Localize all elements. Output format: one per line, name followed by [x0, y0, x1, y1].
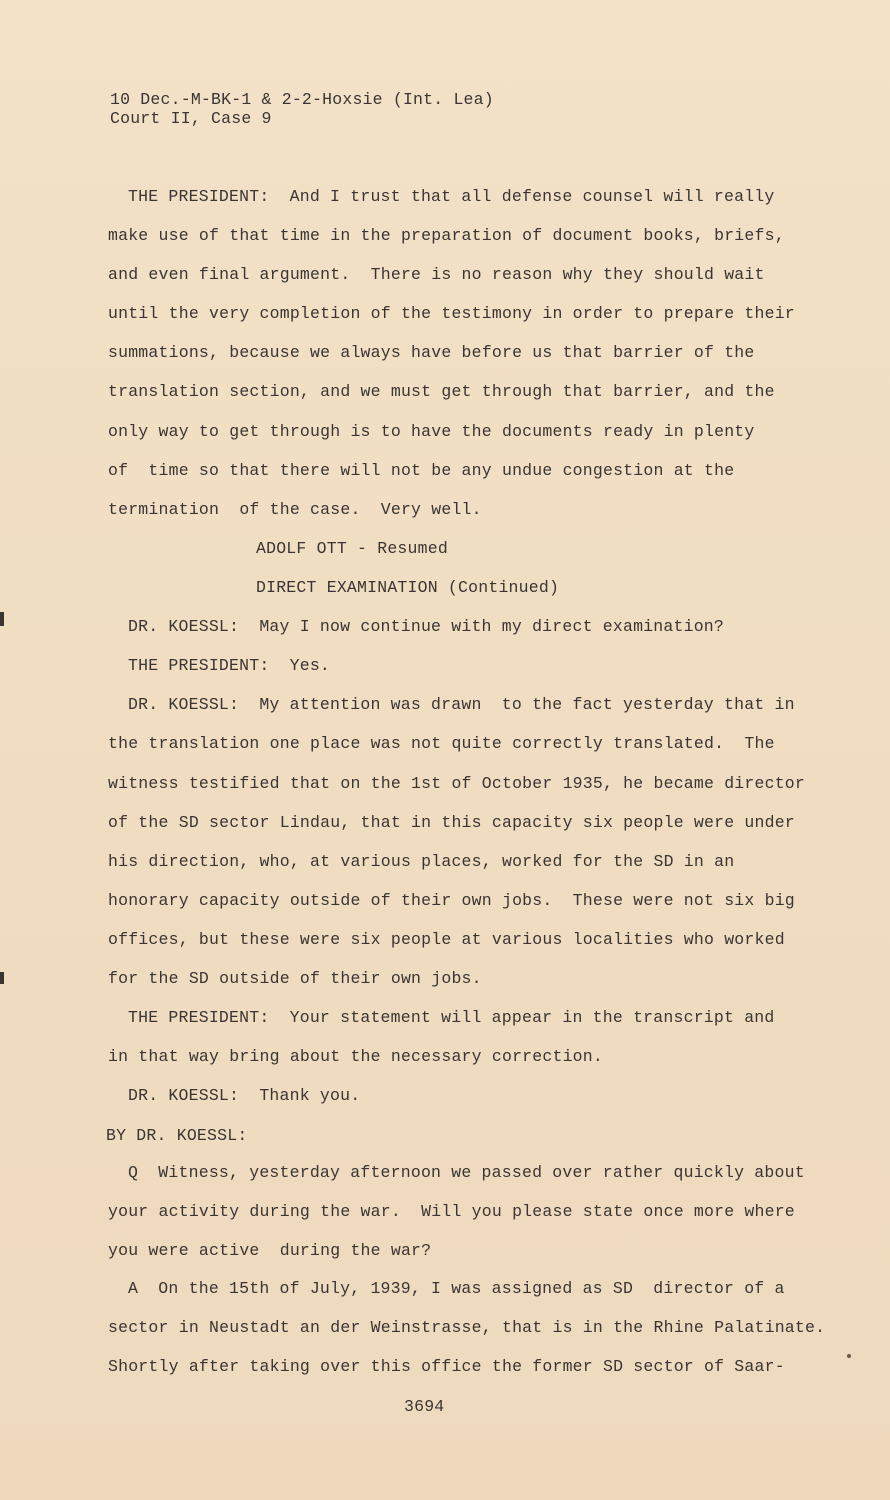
header-line-1: 10 Dec.-M-BK-1 & 2-2-Hoxsie (Int. Lea): [110, 90, 494, 109]
transcript-line: make use of that time in the preparation of document books, briefs,: [108, 226, 785, 245]
answer-line: A On the 15th of July, 1939, I was assigned as SD director of a: [128, 1279, 785, 1298]
transcript-line: sector in Neustadt an der Weinstrasse, that is in the Rhine Palatinate.: [108, 1318, 826, 1337]
transcript-line: the translation one place was not quite correctly translated. The: [108, 734, 775, 753]
paper-speck: [847, 1354, 851, 1358]
transcript-line: Shortly after taking over this office the former SD sector of Saar-: [108, 1357, 785, 1376]
transcript-line: THE PRESIDENT: Your statement will appear in the transcript and: [128, 1008, 775, 1027]
transcript-line: witness testified that on the 1st of October 1935, he became director: [108, 774, 806, 793]
header-line-2: Court II, Case 9: [110, 109, 272, 128]
transcript-line: honorary capacity outside of their own jobs. These were not six big: [108, 891, 795, 910]
transcript-line: until the very completion of the testimony in order to prepare their: [108, 304, 795, 323]
binding-mark: [0, 972, 4, 984]
transcript-line: and even final argument. There is no reason why they should wait: [108, 265, 765, 284]
transcript-line: for the SD outside of their own jobs.: [108, 969, 482, 988]
transcript-line: summations, because we always have before us that barrier of the: [108, 343, 755, 362]
transcript-line: of time so that there will not be any undue congestion at the: [108, 461, 735, 480]
transcript-line: DR. KOESSL: Thank you.: [128, 1086, 361, 1105]
transcript-line: DR. KOESSL: My attention was drawn to the fact yesterday that in: [128, 695, 795, 714]
binding-mark: [0, 612, 4, 626]
transcript-line: THE PRESIDENT: And I trust that all defense counsel will really: [128, 187, 775, 206]
transcript-line: termination of the case. Very well.: [108, 500, 482, 519]
question-line: Q Witness, yesterday afternoon we passed over rather quickly about: [128, 1163, 805, 1182]
transcript-line: his direction, who, at various places, worked for the SD in an: [108, 852, 735, 871]
transcript-line: of the SD sector Lindau, that in this capacity six people were under: [108, 813, 795, 832]
transcript-line: THE PRESIDENT: Yes.: [128, 656, 331, 675]
transcript-line: you were active during the war?: [108, 1241, 432, 1260]
transcript-line: BY DR. KOESSL:: [106, 1126, 248, 1145]
transcript-line: offices, but these were six people at various localities who worked: [108, 930, 785, 949]
transcript-line: your activity during the war. Will you please state once more where: [108, 1202, 795, 1221]
transcript-line: in that way bring about the necessary correction.: [108, 1047, 603, 1066]
transcript-line: only way to get through is to have the documents ready in plenty: [108, 422, 755, 441]
witness-heading: ADOLF OTT - Resumed: [256, 539, 448, 558]
transcript-line: translation section, and we must get through that barrier, and the: [108, 382, 775, 401]
transcript-line: DR. KOESSL: May I now continue with my direct examination?: [128, 617, 724, 636]
examination-heading: DIRECT EXAMINATION (Continued): [256, 578, 560, 597]
page-number: 3694: [404, 1397, 445, 1416]
